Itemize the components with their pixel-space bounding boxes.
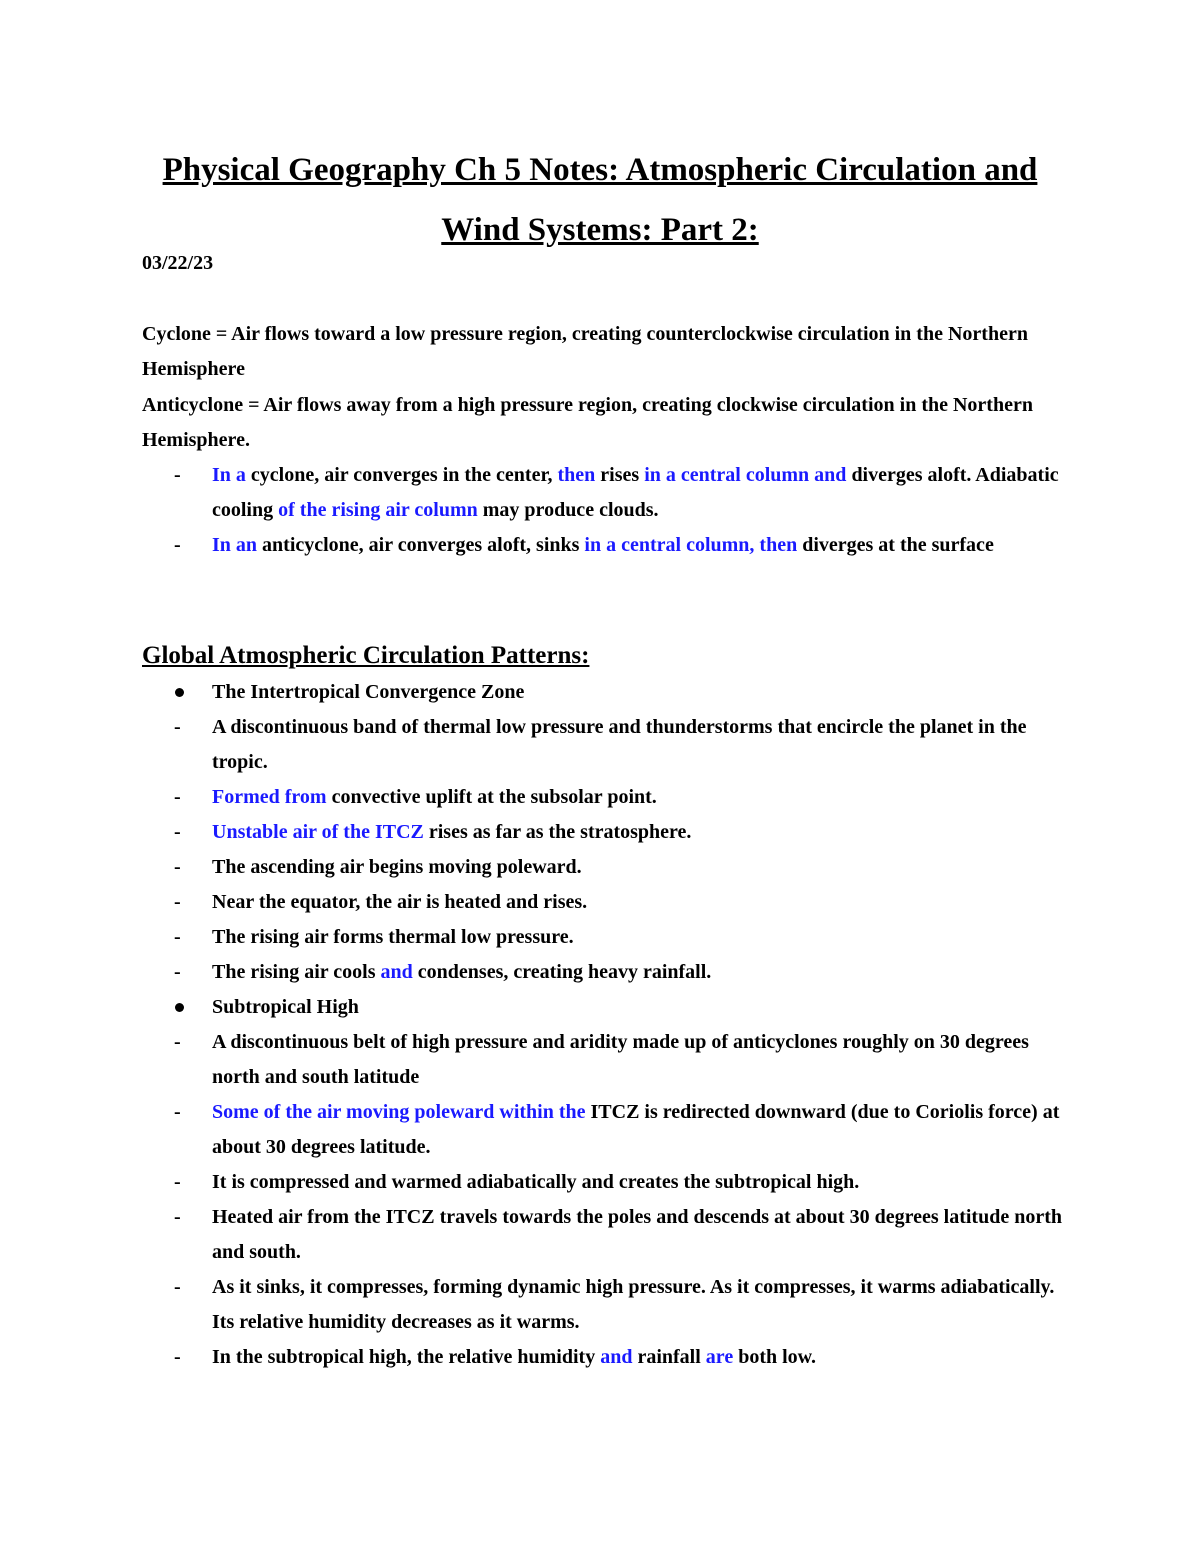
- cyclone-definition: Cyclone = Air flows toward a low pressure region, creating counterclockwise circulation in the Northern Hemisphere: [142, 323, 1028, 380]
- text-run: A discontinuous band of thermal low pressure and thunderstorms that encircle the planet in the tropic.: [212, 716, 1027, 773]
- list-item: [142, 1340, 1062, 1375]
- list-item: [142, 1165, 1062, 1200]
- highlight-text: of the rising air column: [278, 499, 478, 521]
- dash-marker: -: [174, 534, 181, 556]
- highlight-text: in a central column and: [644, 464, 847, 486]
- title-line-2: Wind Systems: Part 2:: [441, 212, 759, 248]
- text-run: Heated air from the ITCZ travels towards the poles and descends at about 30 degrees latitude north and south.: [212, 1206, 1062, 1263]
- note-date: 03/22/23: [142, 252, 214, 274]
- list-item: [142, 990, 1062, 1025]
- list-item: [142, 675, 1062, 710]
- bullet-icon: [175, 688, 184, 697]
- dash-marker: -: [174, 821, 181, 843]
- dash-marker: -: [174, 786, 181, 808]
- text-run: may produce clouds.: [477, 499, 659, 521]
- highlight-text: Some of the air moving poleward within the: [212, 1101, 586, 1123]
- list-item: [142, 780, 1062, 815]
- highlight-text: Unstable air of the ITCZ: [212, 821, 424, 843]
- list-item: [142, 885, 1062, 920]
- list-item: [142, 1270, 1062, 1340]
- text-run: In the subtropical high, the relative humidity: [212, 1346, 601, 1368]
- list-item: [142, 955, 1062, 990]
- dash-marker: -: [174, 1276, 181, 1298]
- section-heading: Global Atmospheric Circulation Patterns:: [142, 642, 590, 669]
- highlight-text: then: [557, 464, 596, 486]
- list-item: [142, 458, 1062, 528]
- bullet-text: Subtropical High: [212, 996, 359, 1018]
- list-item: [142, 1200, 1062, 1270]
- highlight-text: Formed from: [212, 786, 327, 808]
- text-run: condenses, creating heavy rainfall.: [412, 961, 712, 983]
- title-line-1: Physical Geography Ch 5 Notes: Atmospheric Circulation and: [162, 152, 1038, 188]
- text-run: anticyclone, air converges aloft, sinks: [257, 534, 585, 556]
- text-run: convective uplift at the subsolar point.: [326, 786, 657, 808]
- dash-marker: -: [174, 856, 181, 878]
- dash-marker: -: [174, 1206, 181, 1228]
- text-run: diverges aloft. Adiabatic cooling: [212, 464, 1059, 521]
- text-run: rises: [595, 464, 645, 486]
- text-run: The rising air cools: [212, 961, 381, 983]
- bullet-icon: [175, 1003, 184, 1012]
- highlight-text: and: [380, 961, 413, 983]
- text-run: As it sinks, it compresses, forming dynamic high pressure. As it compresses, it warms adiabatically. Its relative humidity decreases as it warms.: [212, 1276, 1055, 1333]
- page-title: [100, 140, 1100, 260]
- text-run: both low.: [733, 1346, 817, 1368]
- dash-marker: -: [174, 716, 181, 738]
- dash-marker: -: [174, 926, 181, 948]
- dash-marker: -: [174, 1346, 181, 1368]
- bullet-text: The Intertropical Convergence Zone: [212, 681, 525, 703]
- dash-marker: -: [174, 1031, 181, 1053]
- highlight-text: are: [705, 1346, 734, 1368]
- highlight-text: In a: [212, 464, 246, 486]
- highlight-text: and: [600, 1346, 633, 1368]
- highlight-text: in a central column, then: [584, 534, 798, 556]
- list-item: [142, 850, 1062, 885]
- list-item: [142, 710, 1062, 780]
- dash-marker: -: [174, 961, 181, 983]
- text-run: ITCZ is redirected downward (due to Coriolis force) at about 30 degrees latitude.: [212, 1101, 1060, 1158]
- text-run: cyclone, air converges in the center,: [245, 464, 558, 486]
- dash-marker: -: [174, 464, 181, 486]
- text-run: A discontinuous belt of high pressure and aridity made up of anticyclones roughly on 30 degrees north and south latitude: [212, 1031, 1029, 1088]
- text-run: The ascending air begins moving poleward.: [212, 856, 582, 878]
- list-item: [142, 528, 1062, 563]
- text-run: It is compressed and warmed adiabatically and creates the subtropical high.: [212, 1171, 860, 1193]
- cyclone-notes-list: [142, 458, 1062, 563]
- list-item: [142, 815, 1062, 850]
- text-run: The rising air forms thermal low pressure.: [212, 926, 574, 948]
- text-run: diverges at the surface: [797, 534, 994, 556]
- dash-marker: -: [174, 1171, 181, 1193]
- list-item: [142, 920, 1062, 955]
- text-run: rises as far as the stratosphere.: [423, 821, 692, 843]
- dash-marker: -: [174, 1101, 181, 1123]
- dash-marker: -: [174, 891, 181, 913]
- highlight-text: In an: [212, 534, 258, 556]
- anticyclone-definition: Anticyclone = Air flows away from a high pressure region, creating clockwise circulation in the Northern Hemisphere.: [142, 394, 1033, 451]
- text-run: rainfall: [632, 1346, 706, 1368]
- list-item: [142, 1025, 1062, 1095]
- text-run: Near the equator, the air is heated and rises.: [212, 891, 588, 913]
- circulation-patterns-list: [142, 675, 1062, 1375]
- list-item: [142, 1095, 1062, 1165]
